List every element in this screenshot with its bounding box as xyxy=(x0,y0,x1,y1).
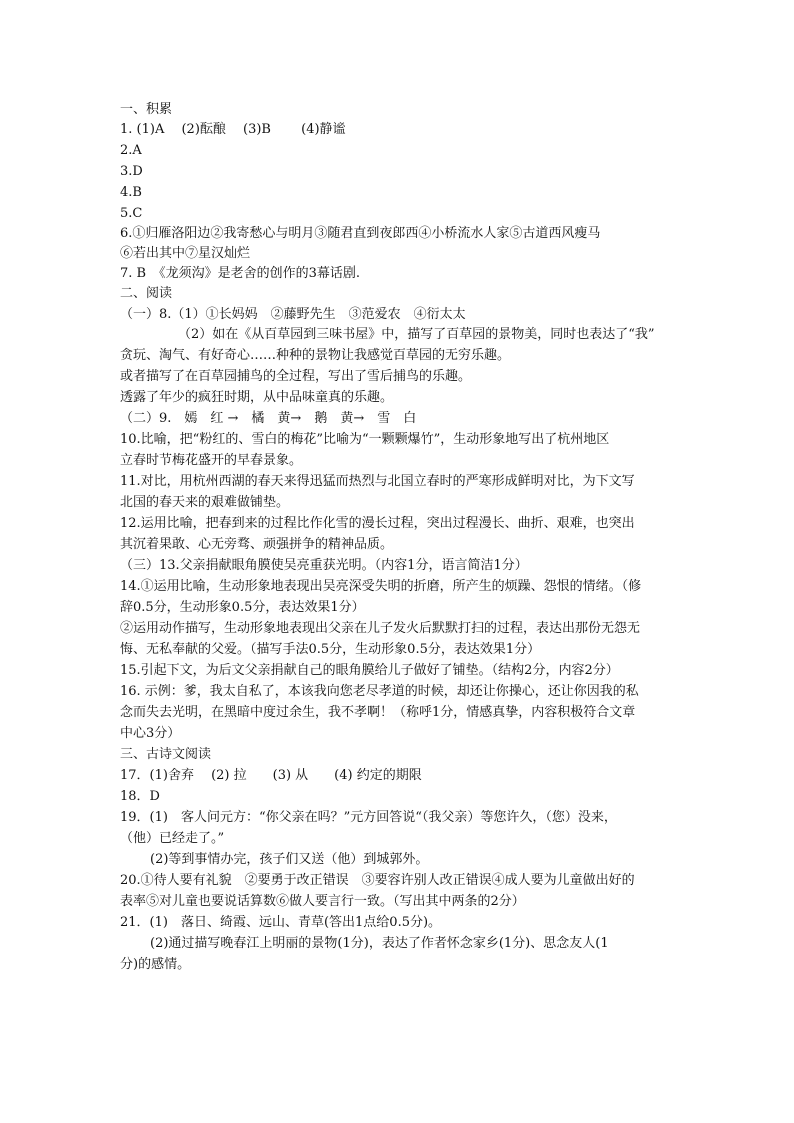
answer-line-1: 1. (1)A (2)酝酿 (3)B (4)静谧 xyxy=(120,122,346,137)
answer-line-14-1-cont: 辞0.5分，生动形象0.5分，表达效果1分） xyxy=(120,600,365,615)
answer-line-9: （二）9. 嫣 红 → 橘 黄→ 鹅 黄→ 雪 白 xyxy=(120,411,417,426)
answer-line-16-cont: 念而失去光明，在黑暗中度过余生，我不孝啊！（称呼1分，情感真挚，内容积极符合文章 xyxy=(120,705,636,720)
section-heading-reading: 二、阅读 xyxy=(120,286,173,301)
answer-line-2: 2.A xyxy=(120,143,142,158)
answer-line-16: 16. 示例：爹，我太自私了，本该我向您老尽孝道的时候，却还让你操心，还让你因我的私 xyxy=(120,684,639,699)
answer-line-11-cont: 北国的春天来的艰难做铺垫。 xyxy=(120,495,290,510)
answer-line-7: 7. B 《龙须沟》是老舍的创作的3幕话剧. xyxy=(120,266,360,281)
answer-line-8-2-alt2: 透露了年少的疯狂时期，从中品味童真的乐趣。 xyxy=(120,390,394,405)
answer-line-19-2: (2)等到事情办完，孩子们又送（他）到城郭外。 xyxy=(150,852,429,867)
answer-line-20-cont: 表率⑤对儿童也要说话算数⑥做人要言行一致。（写出其中两条的2分） xyxy=(120,894,525,909)
answer-line-18: 18．D xyxy=(120,789,160,804)
answer-line-19-1: 19．(1) 客人问元方：“你父亲在吗？”元方回答说“（我父亲）等您许久，（您）没来， xyxy=(120,810,617,825)
answer-line-14-1: 14.①运用比喻，生动形象地表现出吴亮深受失明的折磨，所产生的烦躁、怨恨的情绪。（修 xyxy=(120,579,642,594)
answer-line-21-2: (2)通过描写晚春江上明丽的景物(1分)，表达了作者怀念家乡(1分)、思念友人(1 xyxy=(150,936,609,951)
answer-line-13: （三）13.父亲捐献眼角膜使吴亮重获光明。（内容1分，语言简洁1分） xyxy=(120,558,528,573)
answer-line-14-2: ②运用动作描写，生动形象地表现出父亲在儿子发火后默默打扫的过程，表达出那份无怨无 xyxy=(120,621,641,636)
answer-line-17: 17．(1)舍弃 (2) 拉 (3) 从 (4) 约定的期限 xyxy=(120,768,422,783)
answer-line-12: 12.运用比喻，把春到来的过程比作化雪的漫长过程，突出过程漫长、曲折、艰难，也突出 xyxy=(120,516,635,531)
answer-line-8-1: （一）8.（1）①长妈妈 ②藤野先生 ③范爱农 ④衍太太 xyxy=(120,307,466,322)
answer-line-16-cont2: 中心3分） xyxy=(120,726,181,741)
answer-line-11: 11.对比，用杭州西湖的春天来得迅猛而热烈与北国立春时的严寒形成鲜明对比，为下文写 xyxy=(120,474,635,489)
section-heading-classical: 三、古诗文阅读 xyxy=(120,747,212,762)
answer-line-21-2-cont: 分)的感情。 xyxy=(120,957,191,972)
answer-line-10: 10.比喻，把“粉红的、雪白的梅花”比喻为“一颗颗爆竹”，生动形象地写出了杭州地区 xyxy=(120,432,610,447)
answer-line-14-2-cont: 悔、无私奉献的父爱。（描写手法0.5分，生动形象0.5分，表达效果1分） xyxy=(120,642,541,657)
answer-line-8-2-cont: 贪玩、淘气、有好奇心……种种的景物让我感觉百草园的无穷乐趣。 xyxy=(120,348,511,363)
answer-line-8-2-alt: 或者描写了在百草园捕鸟的全过程，写出了雪后捕鸟的乐趣。 xyxy=(120,369,472,384)
section-heading-accumulation: 一、积累 xyxy=(120,102,173,117)
answer-line-20: 20.①待人要有礼貌 ②要勇于改正错误 ③要容许别人改正错误④成人要为儿童做出好的 xyxy=(120,873,635,888)
answer-line-19-1-cont: （他）已经走了。” xyxy=(120,831,225,846)
answer-line-21-1: 21．(1) 落日、绮霞、远山、青草(答出1点给0.5分)。 xyxy=(120,915,442,930)
answer-line-15: 15.引起下文，为后文父亲捐献自己的眼角膜给儿子做好了铺垫。（结构2分，内容2分） xyxy=(120,663,619,678)
answer-line-8-2: （2）如在《从百草园到三味书屋》中，描写了百草园的景物美，同时也表达了“我” xyxy=(178,327,655,342)
answer-line-3: 3.D xyxy=(120,164,143,179)
answer-line-10-cont: 立春时节梅花盛开的早春景象。 xyxy=(120,453,303,468)
answer-line-6-cont: ⑥若出其中⑦星汉灿烂 xyxy=(120,246,251,261)
answer-line-4: 4.B xyxy=(120,185,142,200)
answer-line-5: 5.C xyxy=(120,206,143,221)
answer-line-12-cont: 其沉着果敢、心无旁骛、顽强拼争的精神品质。 xyxy=(120,537,394,552)
answer-line-6: 6.①归雁洛阳边②我寄愁心与明月③随君直到夜郎西④小桥流水人家⑤古道西风瘦马 xyxy=(120,226,601,241)
